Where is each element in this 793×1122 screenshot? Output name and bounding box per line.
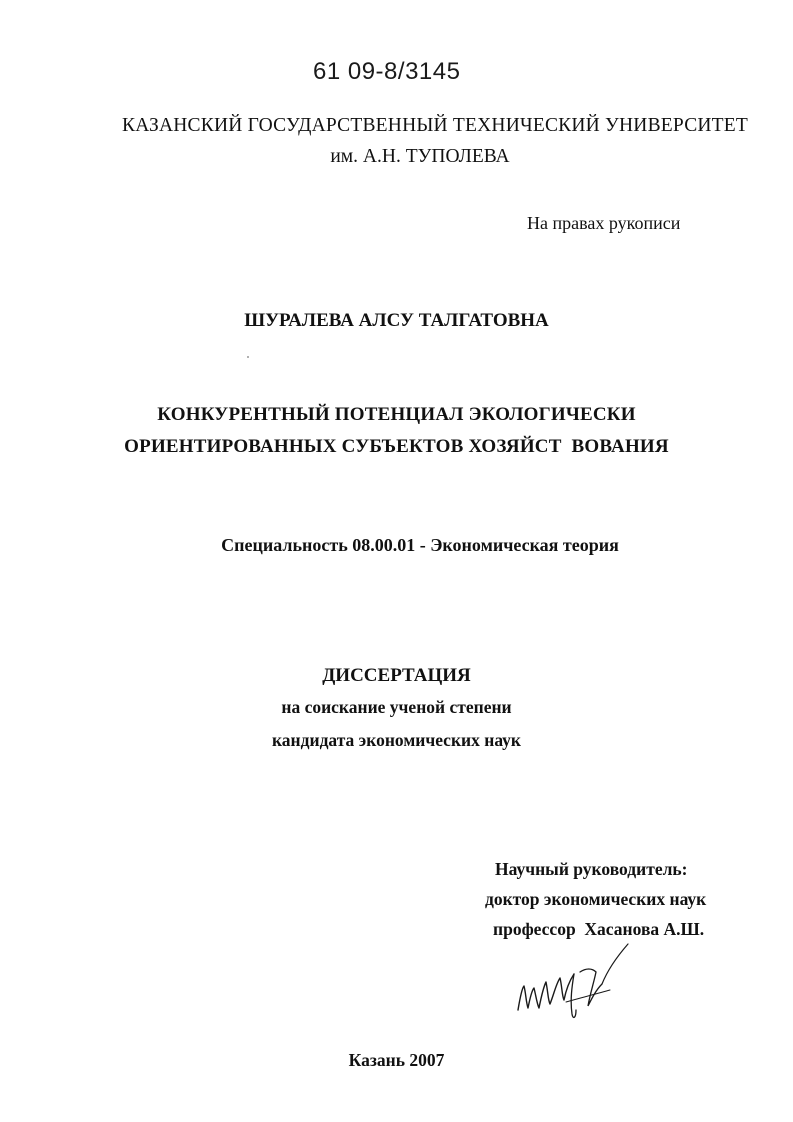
advisor-name: профессор Хасанова А.Ш. (493, 919, 705, 939)
manuscript-note: На правах рукописи (527, 213, 681, 233)
university-name: КАЗАНСКИЙ ГОСУДАРСТВЕННЫЙ ТЕХНИЧЕСКИЙ УНИВЕРСИТЕТ (122, 115, 749, 136)
work-type: ДИССЕРТАЦИЯ (322, 665, 471, 686)
degree-line-1: на соискание ученой степени (281, 697, 512, 717)
specialty: Специальность 08.00.01 - Экономическая теория (221, 535, 619, 555)
author-name: ШУРАЛЕВА АЛСУ ТАЛГАТОВНА (244, 310, 549, 331)
handwritten-signature-icon (510, 938, 640, 1028)
advisor-degree: доктор экономических наук (485, 889, 707, 909)
city-year: Казань 2007 (348, 1050, 445, 1070)
university-dedication: им. А.Н. ТУПОЛЕВА (330, 146, 510, 167)
thesis-title-line-2: ОРИЕНТИРОВАННЫХ СУБЪЕКТОВ ХОЗЯЙСТ ВОВАНИЯ (124, 436, 669, 457)
advisor-label: Научный руководитель: (495, 859, 688, 879)
thesis-title-line-1: КОНКУРЕНТНЫЙ ПОТЕНЦИАЛ ЭКОЛОГИЧЕСКИ (157, 404, 636, 425)
archive-number: 61 09-8/3145 (313, 58, 461, 85)
scan-speck (247, 356, 249, 358)
degree-line-2: кандидата экономических наук (271, 730, 522, 750)
